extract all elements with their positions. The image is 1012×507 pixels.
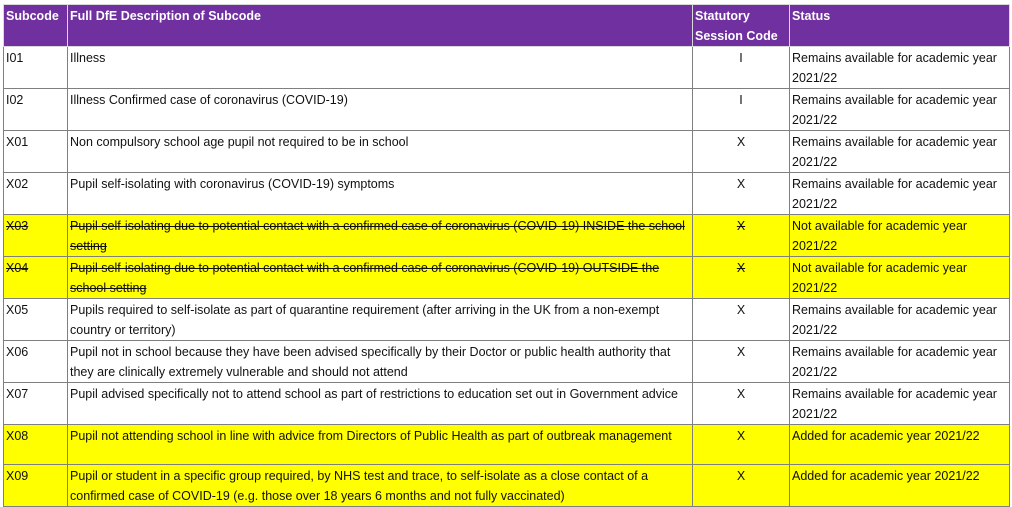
subcode-cell: X03 bbox=[4, 215, 68, 257]
session-code-cell: X bbox=[693, 465, 790, 507]
table-row-added bbox=[4, 425, 1010, 465]
status-cell: Remains available for academic year 2021/22 bbox=[790, 173, 1010, 215]
description-cell: Pupils required to self-isolate as part of quarantine requirement (after arriving in the UK from a non-exempt country or territory) bbox=[68, 299, 693, 341]
table-row-added bbox=[4, 465, 1010, 507]
session-code-cell: I bbox=[693, 89, 790, 131]
status-cell: Added for academic year 2021/22 bbox=[790, 465, 1010, 507]
description-cell: Pupil self-isolating due to potential contact with a confirmed case of coronavirus (COVID-19) INSIDE the school setting bbox=[68, 215, 693, 257]
description-cell: Pupil not attending school in line with advice from Directors of Public Health as part of outbreak management bbox=[68, 425, 693, 465]
description-cell: Pupil self-isolating due to potential contact with a confirmed case of coronavirus (COVID-19) OUTSIDE the school setting bbox=[68, 257, 693, 299]
header-status: Status bbox=[790, 5, 1010, 47]
description-cell: Illness bbox=[68, 47, 693, 89]
status-cell: Added for academic year 2021/22 bbox=[790, 425, 1010, 465]
table-row bbox=[4, 383, 1010, 425]
subcode-cell: X07 bbox=[4, 383, 68, 425]
subcode-cell: X05 bbox=[4, 299, 68, 341]
subcode-cell: X06 bbox=[4, 341, 68, 383]
status-cell: Remains available for academic year 2021/22 bbox=[790, 341, 1010, 383]
table-row bbox=[4, 89, 1010, 131]
description-cell: Non compulsory school age pupil not required to be in school bbox=[68, 131, 693, 173]
description-cell: Pupil advised specifically not to attend school as part of restrictions to education set out in Government advice bbox=[68, 383, 693, 425]
subcode-cell: X08 bbox=[4, 425, 68, 465]
subcode-cell: X01 bbox=[4, 131, 68, 173]
description-cell: Pupil not in school because they have been advised specifically by their Doctor or public health authority that they are clinically extremely vulnerable and should not attend bbox=[68, 341, 693, 383]
description-cell: Pupil self-isolating with coronavirus (COVID-19) symptoms bbox=[68, 173, 693, 215]
status-cell: Not available for academic year 2021/22 bbox=[790, 215, 1010, 257]
subcode-cell: I02 bbox=[4, 89, 68, 131]
description-cell: Pupil or student in a specific group required, by NHS test and trace, to self-isolate as a close contact of a confirmed case of COVID-19 (e.g. those over 18 years 6 months and not fully vaccinated) bbox=[68, 465, 693, 507]
table-row bbox=[4, 47, 1010, 89]
header-statutory-code: Statutory Session Code bbox=[693, 5, 790, 47]
subcode-cell: X04 bbox=[4, 257, 68, 299]
table-row bbox=[4, 341, 1010, 383]
session-code-cell: X bbox=[693, 131, 790, 173]
status-cell: Remains available for academic year 2021/22 bbox=[790, 89, 1010, 131]
table-row bbox=[4, 299, 1010, 341]
table-row-removed bbox=[4, 257, 1010, 299]
status-cell: Remains available for academic year 2021/22 bbox=[790, 47, 1010, 89]
session-code-cell: X bbox=[693, 299, 790, 341]
subcode-cell: X02 bbox=[4, 173, 68, 215]
table-row bbox=[4, 131, 1010, 173]
table-row bbox=[4, 173, 1010, 215]
description-cell: Illness Confirmed case of coronavirus (COVID-19) bbox=[68, 89, 693, 131]
status-cell: Remains available for academic year 2021/22 bbox=[790, 383, 1010, 425]
session-code-cell: X bbox=[693, 383, 790, 425]
subcode-cell: X09 bbox=[4, 465, 68, 507]
header-description: Full DfE Description of Subcode bbox=[68, 5, 693, 47]
status-cell: Remains available for academic year 2021/22 bbox=[790, 299, 1010, 341]
table-row-removed bbox=[4, 215, 1010, 257]
session-code-cell: X bbox=[693, 425, 790, 465]
status-cell: Remains available for academic year 2021/22 bbox=[790, 131, 1010, 173]
session-code-cell: I bbox=[693, 47, 790, 89]
session-code-cell: X bbox=[693, 173, 790, 215]
header-row bbox=[4, 5, 1010, 47]
session-code-cell: X bbox=[693, 257, 790, 299]
subcode-cell: I01 bbox=[4, 47, 68, 89]
status-cell: Not available for academic year 2021/22 bbox=[790, 257, 1010, 299]
header-subcode: Subcode bbox=[4, 5, 68, 47]
subcode-table bbox=[3, 4, 1010, 507]
session-code-cell: X bbox=[693, 341, 790, 383]
session-code-cell: X bbox=[693, 215, 790, 257]
